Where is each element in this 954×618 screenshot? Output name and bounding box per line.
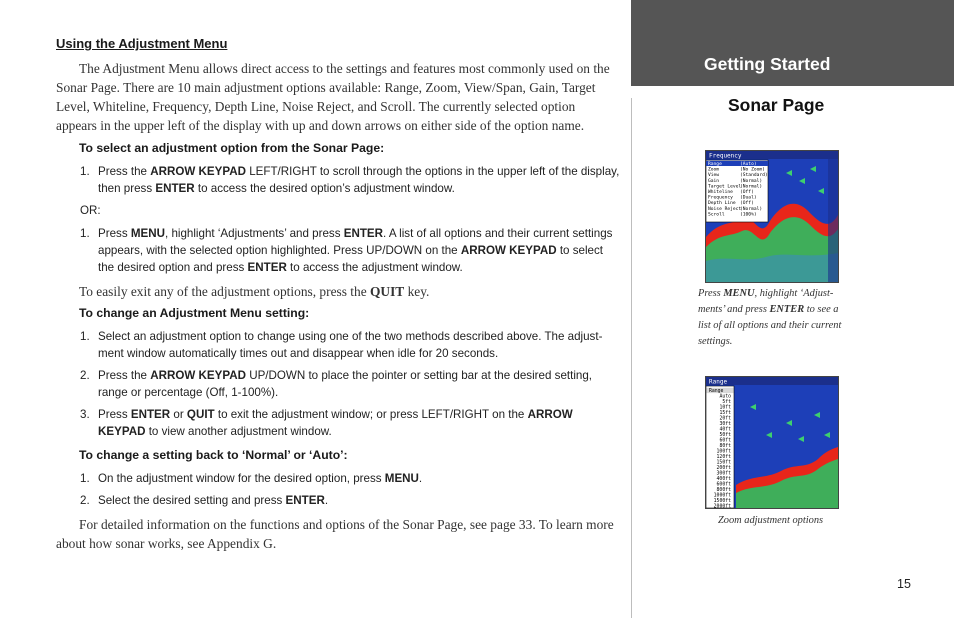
menu-option-value: (Normal): [740, 178, 763, 184]
menu-option-value: (100%): [740, 212, 757, 218]
menu-option-value: (Dual): [740, 195, 757, 201]
menu-option-label: View: [708, 173, 720, 179]
section-title: Getting Started: [704, 54, 831, 74]
sonar-display-2: [706, 377, 838, 508]
range-option: 15ft: [719, 411, 731, 416]
range-option: 30ft: [719, 422, 731, 427]
menu-option-label: Range: [708, 162, 722, 167]
page-number: 15: [897, 577, 911, 591]
range-option: 2000ft: [713, 504, 731, 508]
step-text: Press the ARROW KEYPAD LEFT/RIGHT to scroll through the options in the upper left of the display, then press ENTER to access the desired option’s adjustment window.: [98, 165, 620, 195]
caption-menu: Press MENU, highlight ‘Adjust-ments’ and press ENTER to see a list of all options and their current settings.: [698, 288, 842, 347]
page-title: Sonar Page: [728, 95, 825, 115]
menu-option-label: Frequency: [708, 195, 733, 201]
menu-option-label: Target Level: [708, 184, 742, 190]
range-option: 5ft: [722, 400, 731, 405]
menu-option-label: Zoom: [708, 167, 720, 173]
section-header-bar: [631, 0, 954, 86]
sonar-menu-screenshot: [705, 150, 839, 283]
range-option: 300ft: [716, 471, 731, 477]
range-option: 1000ft: [713, 493, 731, 499]
range-option: 100ft: [716, 449, 731, 455]
range-option: 400ft: [716, 477, 731, 482]
step-number: 1.: [80, 165, 90, 178]
range-option: 10ft: [719, 405, 731, 411]
range-option: 150ft: [716, 460, 731, 466]
range-option: 50ft: [719, 433, 731, 438]
range-option: 200ft: [716, 466, 731, 471]
menu-option-label: Gain: [708, 178, 720, 184]
range-option: 800ft: [716, 488, 731, 493]
step-number: 1.: [80, 227, 90, 240]
or-label: OR:: [80, 204, 101, 217]
menu-option-value: (Normal): [740, 184, 763, 190]
range-option: Range: [709, 389, 724, 394]
column-divider: [631, 98, 632, 618]
menu-option-value: (Off): [740, 190, 754, 195]
section-heading: Using the Adjustment Menu: [56, 36, 228, 51]
range-option: Auto: [719, 394, 731, 400]
range-option: 20ft: [719, 416, 731, 422]
step-text: Press MENU, highlight ‘Adjustments’ and press ENTER. A list of all options and their current settings appears, with the selected option highlighted. Press UP/DOWN on the ARROW KEYPAD to select the desired option and press ENTER to access the adjustment window.: [98, 227, 613, 274]
range-option: 40ft: [719, 427, 731, 433]
quit-paragraph: To easily exit any of the adjustment options, press the QUIT key.: [79, 284, 430, 299]
sonar-display-1: [706, 151, 838, 282]
screen-header-label: Frequency: [709, 152, 742, 160]
sonar-range-screenshot: [705, 376, 839, 509]
closing-paragraph: For detailed information on the functions and options of the Sonar Page, see page 33. To learn more about how sonar works, see Appendix G.: [56, 517, 614, 551]
change-heading: To change an Adjustment Menu setting:: [79, 306, 310, 320]
screen-header-label-2: Range: [709, 378, 728, 386]
menu-option-value: (Off): [740, 201, 754, 207]
caption-zoom: Zoom adjustment options: [718, 515, 824, 526]
range-option: 600ft: [716, 482, 731, 488]
menu-option-value: (No Zoom): [740, 167, 765, 173]
range-option: 1500ft: [713, 499, 731, 504]
normal-heading: To change a setting back to ‘Normal’ or ‘Auto’:: [79, 448, 348, 462]
menu-option-label: Whiteline: [708, 190, 733, 195]
select-heading: To select an adjustment option from the Sonar Page:: [79, 141, 385, 155]
menu-option-label: Depth Line: [708, 201, 736, 207]
intro-paragraph: The Adjustment Menu allows direct access to the settings and features most commonly used on the Sonar Page. There are 10 main adjustment options available: Range, Zoom, View/Span, Gain, Target Level, Whiteline, Frequency, Depth Line, Noise Reject, and Scroll. The currently selected option appears in the upper left of the display with up and down arrows on either side of the option name.: [56, 61, 610, 133]
menu-option-value: (Normal): [740, 206, 763, 212]
menu-option-label: Noise Reject: [708, 206, 742, 212]
menu-option-value: (Standard): [740, 173, 768, 179]
range-option: 60ft: [719, 438, 731, 444]
menu-option-value: (Auto): [740, 162, 757, 167]
range-option: 80ft: [719, 444, 731, 449]
menu-option-label: Scroll: [708, 212, 725, 218]
range-option: 120ft: [716, 455, 731, 460]
